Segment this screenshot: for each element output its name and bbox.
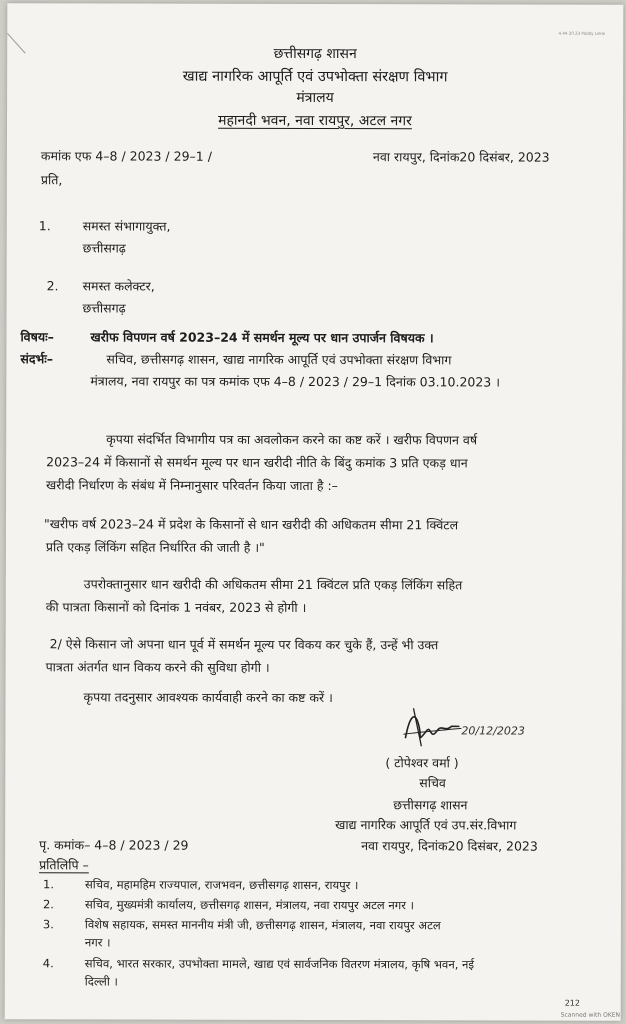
signatory-designation: सचिव — [419, 775, 446, 791]
body-line: 2023–24 में किसानों से समर्थन मूल्य पर धान खरीदी नीति के बिंदु कमांक 3 प्रति एकड़ धान — [46, 454, 468, 471]
copy-num: 2. — [42, 897, 54, 912]
top-stamp: 4.44 20.23 Paddy Lekai — [558, 30, 606, 36]
reference-line: मंत्रालय, नवा रायपुर का पत्र कमांक एफ 4–8 / 2023 / 29–1 दिनांक 03.10.2023 । — [90, 373, 501, 390]
to-label: प्रति, — [40, 172, 63, 188]
page-number: 212 — [564, 998, 581, 1008]
reference-line: सचिव, छत्तीसगढ़ शासन, खाद्य नागरिक आपूर्ति एवं उपभोक्ता संरक्षण विभाग — [106, 351, 452, 368]
copy-line: सचिव, महामहिम राज्यपाल, राजभवन, छत्तीसगढ़ शासन, रायपुर । — [85, 877, 359, 893]
subject-text: खरीफ विपणन वर्ष 2023–24 में समर्थन मूल्य पर धान उपार्जन विषयक । — [90, 329, 434, 346]
recipient-num: 1. — [38, 218, 51, 234]
endorsement-date: नवा रायपुर, दिनांक20 दिसंबर, 2023 — [361, 838, 538, 854]
copy-line: सचिव, भारत सरकार, उपभोक्ता मामले, खाद्य एवं सार्वजनिक वितरण मंत्रालय, कृषि भवन, नई — [84, 956, 475, 972]
body-line: की पात्रता किसानों को दिनांक 1 नवंबर, 2023 से होगी । — [45, 599, 307, 615]
copy-label: प्रतिलिपि – — [39, 857, 89, 873]
signatory-dept: खाद्य नागरिक आपूर्ति एवं उप.संर.विभाग — [335, 817, 517, 833]
header-ministry: मंत्रालय — [296, 89, 334, 107]
copy-line: नगर । — [84, 935, 111, 950]
copy-num: 4. — [42, 956, 54, 971]
body-line: कृपया संदर्भित विभागीय पत्र का अवलोकन करने का कष्ट करें । खरीफ विपणन वर्ष — [106, 431, 478, 448]
signature-image — [399, 702, 539, 756]
copy-line: दिल्ली । — [84, 974, 118, 989]
document-page — [5, 3, 624, 1021]
recipient-place: छत्तीसगढ़ — [82, 300, 126, 316]
copy-num: 3. — [42, 917, 54, 932]
copy-num: 1. — [43, 877, 55, 892]
header-department: खाद्य नागरिक आपूर्ति एवं उपभोक्ता संरक्षण विभाग — [182, 68, 448, 86]
signatory-govt: छत्तीसगढ़ शासन — [393, 797, 468, 813]
recipient-title: समस्त संभागायुक्त, — [82, 218, 171, 234]
signature-date: 20/12/2023 — [461, 724, 525, 738]
closing-line: कृपया तदनुसार आवश्यक कार्यवाही करने का कष्ट करें । — [83, 689, 333, 706]
letter-number: कमांक एफ 4–8 / 2023 / 29–1 / — [40, 148, 212, 164]
copy-line: विशेष सहायक, समस्त माननीय मंत्री जी, छत्तीसगढ़ शासन, मंत्रालय, नवा रायपुर अटल — [84, 917, 441, 933]
header-govt: छत्तीसगढ़ शासन — [273, 45, 357, 63]
body-line: खरीदी निर्धारण के संबंध में निम्नानुसार परिवर्तन किया जाता है :– — [46, 477, 338, 494]
letter-date: नवा रायपुर, दिनांक20 दिसंबर, 2023 — [372, 149, 550, 165]
body-line: 2/ ऐसे किसान जो अपना धान पूर्व में समर्थन मूल्य पर विकय कर चुके हैं, उन्हें भी उक्त — [49, 636, 439, 653]
quote-line: प्रति एकड़ लिंकिंग सहित निर्धारित की जाती है ।" — [45, 539, 265, 555]
subject-label: विषयः– — [20, 329, 54, 345]
header-address: महानदी भवन, नवा रायपुर, अटल नगर — [218, 112, 412, 130]
recipient-place: छत्तीसगढ़ — [82, 240, 126, 256]
signatory-name: ( टोपेश्वर वर्मा ) — [385, 755, 459, 771]
endorsement-number: पृ. कमांक– 4–8 / 2023 / 29 — [39, 837, 189, 853]
body-line: पात्रता अंतर्गत धान विकय करने की सुविधा होगी । — [45, 659, 270, 675]
body-line: उपरोक्तानुसार धान खरीदी की अधिकतम सीमा 21 क्विंटल प्रति एकड़ लिंकिंग सहित — [83, 576, 463, 593]
recipient-title: समस्त कलेक्टर, — [82, 278, 155, 294]
copy-line: सचिव, मुख्यमंत्री कार्यालय, छत्तीसगढ़ शासन, मंत्रालय, नवा रायपुर अटल नगर । — [84, 897, 415, 913]
reference-label: संदर्भः– — [20, 351, 54, 367]
scanner-watermark: Scanned with OKEN — [560, 1011, 621, 1019]
quote-line: "खरीफ वर्ष 2023–24 में प्रदेश के किसानों से धान खरीदी की अधिकतम सीमा 21 क्विंटल — [43, 516, 459, 533]
recipient-num: 2. — [46, 278, 59, 294]
